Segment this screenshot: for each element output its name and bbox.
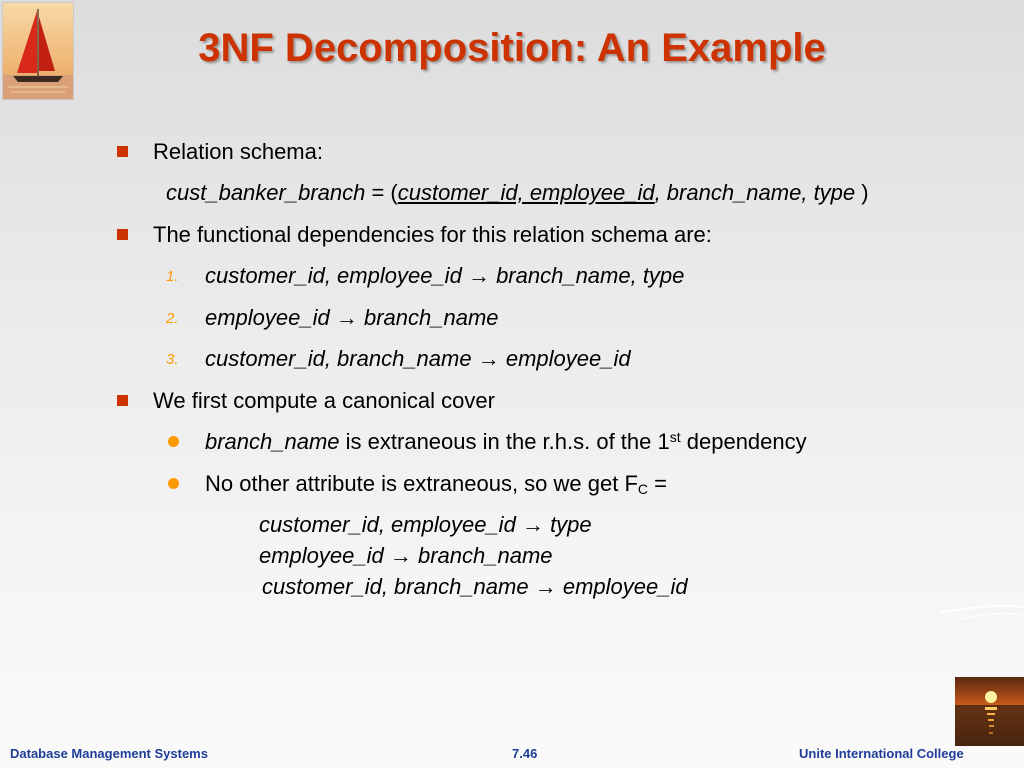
footer-page-number: 7.46 [512, 746, 538, 761]
footer-institution: Unite International College [799, 746, 964, 761]
bullet-functional-dependencies: The functional dependencies for this relation schema are: [153, 222, 712, 247]
fd-number: 1. [166, 268, 179, 285]
square-bullet-icon [117, 395, 128, 406]
bullet-relation-schema: Relation schema: [153, 139, 323, 164]
decorative-curve [930, 585, 1024, 645]
fd-number: 2. [166, 310, 179, 327]
schema-key: customer_id, employee_id [397, 180, 655, 205]
schema-name: cust_banker_branch [166, 180, 366, 205]
arrow-icon: → [335, 305, 358, 330]
fd-item: employee_id → branch_name [205, 305, 499, 330]
cover-item: employee_id → branch_name [259, 543, 553, 568]
footer-course: Database Management Systems [10, 746, 208, 761]
arrow-icon: → [521, 512, 544, 537]
sub-bullet-fc: No other attribute is extraneous, so we get $F_C$ = [205, 471, 667, 497]
arrow-icon: → [534, 574, 557, 599]
arrow-icon: → [467, 263, 490, 288]
dot-bullet-icon [168, 436, 179, 447]
square-bullet-icon [117, 229, 128, 240]
bullet-canonical-cover: We first compute a canonical cover [153, 388, 495, 413]
dot-bullet-icon [168, 478, 179, 489]
cover-item: customer_id, branch_name → employee_id [262, 574, 688, 599]
schema-close: ) [855, 180, 869, 205]
sub-bullet-extraneous: branch_name is extraneous in the r.h.s. of the 1st dependency [205, 429, 807, 454]
fd-item: customer_id, employee_id → branch_name, type [205, 263, 685, 288]
square-bullet-icon [117, 146, 128, 157]
slide-title: 3NF Decomposition: An Example [198, 26, 826, 70]
sunset-image [955, 677, 1024, 746]
arrow-icon: → [477, 346, 500, 371]
schema-eq: = ( [365, 180, 398, 205]
schema-rest: , branch_name, type [654, 180, 856, 205]
cover-item: customer_id, employee_id → type [259, 512, 592, 537]
relation-schema-line [166, 180, 869, 206]
fd-item: customer_id, branch_name → employee_id [205, 346, 631, 371]
arrow-icon: → [389, 543, 412, 568]
fd-number: 3. [166, 351, 179, 368]
